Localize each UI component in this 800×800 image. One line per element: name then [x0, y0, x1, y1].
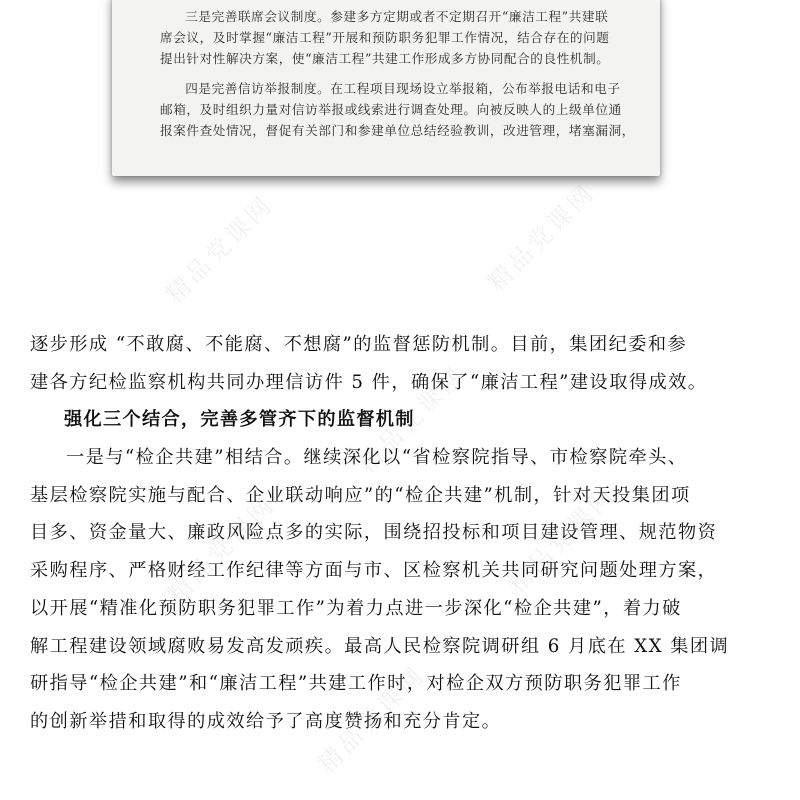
- watermark: 精品党课网: [352, 359, 472, 479]
- paragraph-line: 一是与“检企共建”相结合。继续深化以“省检察院指导、市检察院牵头、: [66, 447, 688, 469]
- paragraph-line: 目多、资金量大、廉政风险点多的实际，围绕招投标和项目建设管理、规范物资: [30, 522, 718, 544]
- inset-line: 邮箱，及时组织力量对信访举报或线索进行调查处理。向被反映人的上级单位通: [160, 102, 622, 117]
- article-body: [30, 326, 775, 741]
- paragraph-line: 基层检察院实施与配合、企业联动响应”的“检企共建”机制，针对天投集团项: [30, 484, 691, 506]
- paragraph-line: 建各方纪检监察机构共同办理信访件 5 件，确保了“廉洁工程”建设取得成效。: [30, 371, 708, 393]
- section-heading: 强化三个结合，完善多管齐下的监督机制: [64, 409, 415, 431]
- inset-document-text: [160, 6, 635, 141]
- inset-line: 三是完善联席会议制度。参建多方定期或者不定期召开“廉洁工程”共建联: [185, 9, 609, 24]
- watermark: 精品党课网: [502, 479, 622, 599]
- inset-paragraph-4: [160, 78, 635, 141]
- watermark: 精品党课网: [162, 489, 282, 609]
- watermark: 精品党课网: [482, 177, 602, 297]
- inset-paragraph-3: [160, 6, 618, 69]
- paragraph-line: 采购程序、严格财经工作纪律等方面与市、区检察机关共同研究问题处理方案，: [30, 560, 718, 582]
- inset-line: 报案件查处情况，督促有关部门和参建单位总结经验教训，改进管理，堵塞漏洞，: [160, 123, 635, 138]
- watermark: 精品党课网: [160, 189, 280, 309]
- paragraph-line: 解工程建设领域腐败易发高发顽疾。最高人民检察院调研组 6 月底在 XX 集团调: [30, 635, 730, 657]
- paragraph-line: 研指导“检企共建”和“廉洁工程”共建工作时，对检企双方预防职务犯罪工作: [30, 673, 682, 695]
- paragraph-line: 以开展“精准化预防职务犯罪工作”为着力点进一步深化“检企共建”，着力破: [30, 597, 682, 619]
- inset-document-photo: [112, 0, 660, 176]
- inset-line: 席会议，及时掌握“廉洁工程”开展和预防职务犯罪工作情况，结合存在的问题: [160, 30, 610, 45]
- paragraph-line: 逐步形成 “不敢腐、不能腐、不想腐”的监督惩防机制。目前，集团纪委和参: [30, 334, 688, 355]
- inset-line: 提出针对性解决方案，使“廉洁工程”共建工作形成多方协同配合的良性机制。: [160, 51, 610, 66]
- watermark: 精品党课网: [312, 659, 432, 779]
- inset-line: 四是完善信访举报制度。在工程项目现场设立举报箱，公布举报电话和电子: [185, 81, 621, 96]
- paragraph-line: 的创新举措和取得的成效给予了高度赞扬和充分肯定。: [30, 710, 502, 732]
